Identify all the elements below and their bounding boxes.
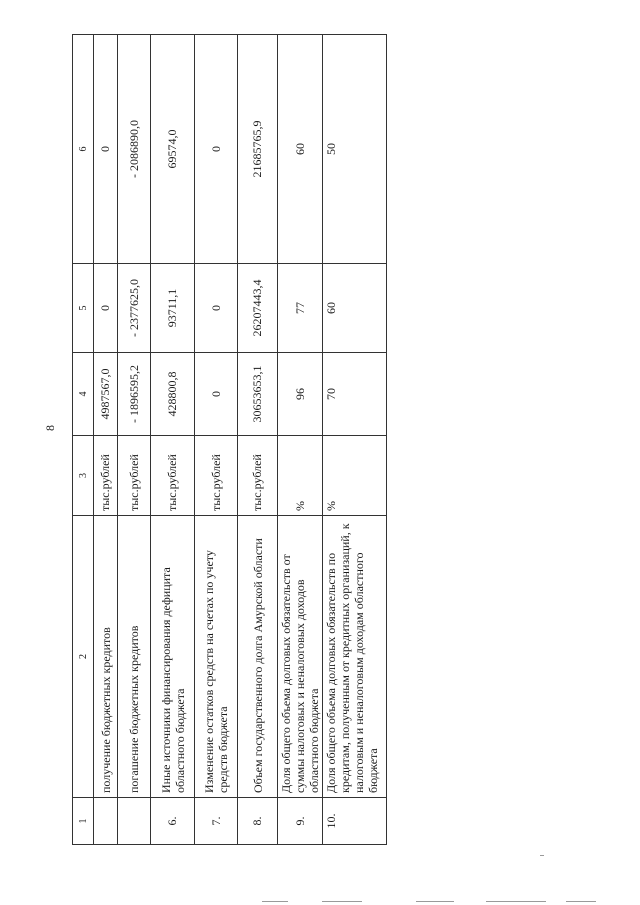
value-col4: 96 bbox=[278, 353, 323, 436]
column-number: 2 bbox=[73, 516, 94, 798]
value-col5: 0 bbox=[94, 264, 118, 353]
value-col6: 50 bbox=[323, 35, 387, 264]
row-name: Доля общего объема долговых обязательств по кредитам, полученным от кредитных организаций, к налоговым и неналоговым доходам областного бюджета bbox=[323, 516, 387, 798]
row-name: Доля общего объема долговых обязательств от суммы налоговых и неналоговых доходов областного бюджета bbox=[278, 516, 323, 798]
scan-edge-mark bbox=[566, 901, 596, 902]
table-row bbox=[151, 35, 195, 845]
row-unit: тыс.рублей bbox=[94, 436, 118, 516]
row-number: 9. bbox=[278, 798, 323, 845]
table-row bbox=[118, 35, 151, 845]
column-number: 4 bbox=[73, 353, 94, 436]
row-number: 7. bbox=[195, 798, 238, 845]
value-col4: 30653653,1 bbox=[238, 353, 278, 436]
row-unit: % bbox=[278, 436, 323, 516]
value-col5: 93711,1 bbox=[151, 264, 195, 353]
value-col4: 4987567,0 bbox=[94, 353, 118, 436]
row-unit: % bbox=[323, 436, 387, 516]
scan-edge-mark bbox=[322, 901, 362, 902]
value-col6: 0 bbox=[94, 35, 118, 264]
rotated-table-wrapper bbox=[72, 35, 384, 845]
row-unit: тыс.рублей bbox=[151, 436, 195, 516]
scan-edge-mark bbox=[262, 901, 288, 902]
scan-edge-mark bbox=[486, 901, 546, 902]
row-unit: тыс.рублей bbox=[238, 436, 278, 516]
column-number: 5 bbox=[73, 264, 94, 353]
column-number: 1 bbox=[73, 798, 94, 845]
value-col5: 0 bbox=[195, 264, 238, 353]
row-number bbox=[94, 798, 118, 845]
value-col4: - 1896595,2 bbox=[118, 353, 151, 436]
row-name: Объем государственного долга Амурской области bbox=[238, 516, 278, 798]
value-col6: - 2086890,0 bbox=[118, 35, 151, 264]
page-number: 8 bbox=[43, 425, 57, 431]
value-col5: 26207443,4 bbox=[238, 264, 278, 353]
table-row bbox=[278, 35, 323, 845]
table-row bbox=[323, 35, 387, 845]
row-number: 10. bbox=[323, 798, 387, 845]
value-col5: 60 bbox=[323, 264, 387, 353]
value-col6: 69574,0 bbox=[151, 35, 195, 264]
column-number: 6 bbox=[73, 35, 94, 264]
value-col5: - 2377625,0 bbox=[118, 264, 151, 353]
row-unit: тыс.рублей bbox=[118, 436, 151, 516]
column-number: 3 bbox=[73, 436, 94, 516]
row-name: Иные источники финансирования дефицита областного бюджета bbox=[151, 516, 195, 798]
value-col4: 70 bbox=[323, 353, 387, 436]
value-col4: 428800,8 bbox=[151, 353, 195, 436]
table-row bbox=[195, 35, 238, 845]
value-col4: 0 bbox=[195, 353, 238, 436]
scan-speck bbox=[540, 855, 544, 856]
row-name: Изменение остатков средств на счетах по учету средств бюджета bbox=[195, 516, 238, 798]
budget-table bbox=[72, 34, 387, 845]
value-col6: 60 bbox=[278, 35, 323, 264]
row-number bbox=[118, 798, 151, 845]
row-number: 8. bbox=[238, 798, 278, 845]
column-number-row bbox=[73, 35, 94, 845]
row-unit: тыс.рублей bbox=[195, 436, 238, 516]
value-col5: 77 bbox=[278, 264, 323, 353]
row-number: 6. bbox=[151, 798, 195, 845]
value-col6: 21685765,9 bbox=[238, 35, 278, 264]
table-row bbox=[238, 35, 278, 845]
value-col6: 0 bbox=[195, 35, 238, 264]
table-row bbox=[94, 35, 118, 845]
row-name: погашение бюджетных кредитов bbox=[118, 516, 151, 798]
scan-edge-mark bbox=[416, 901, 454, 902]
row-name: получение бюджетных кредитов bbox=[94, 516, 118, 798]
